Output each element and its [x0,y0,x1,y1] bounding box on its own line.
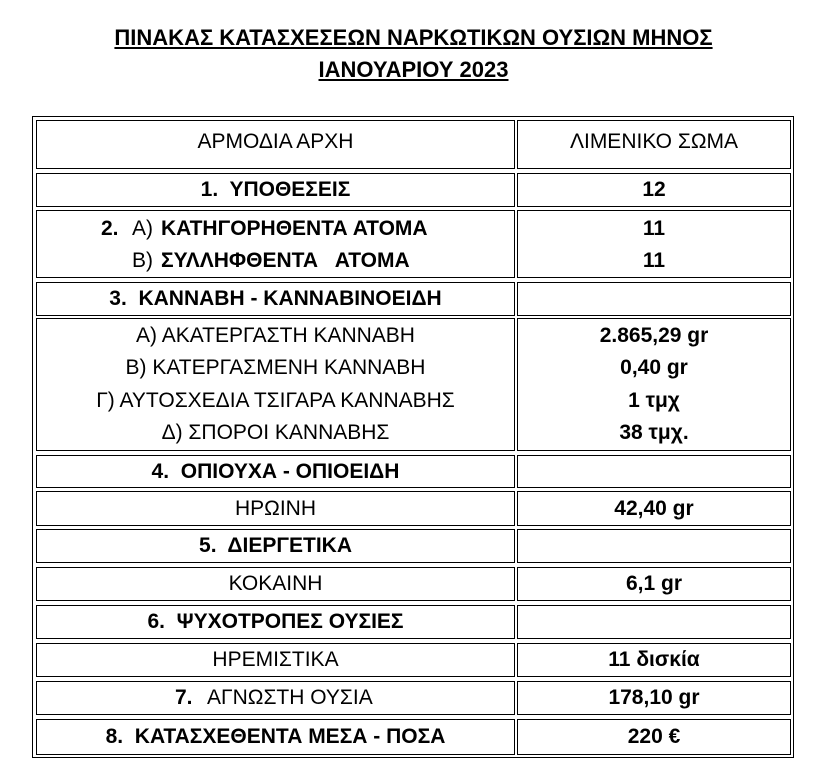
document-title-line-2: ΙΑΝΟΥΑΡΙΟΥ 2023 [318,57,509,82]
persons-b-prefix: Β) [132,249,153,272]
psychotropics-heading: 6. ΨΥΧΟΤΡΟΠΕΣ ΟΥΣΙΕΣ [147,610,404,633]
seized-means-value: 220 € [627,725,681,748]
header-coast-guard: ΛΙΜΕΝΙΚΟ ΣΩΜΑ [569,130,739,153]
cannabis-item-label: Γ) ΑΥΤΟΣΧΕΔΙΑ ΤΣΙΓΑΡΑ ΚΑΝΝΑΒΗΣ [96,389,455,412]
sedatives-label: ΗΡΕΜΙΣΤΙΚΑ [212,648,339,671]
row-seized-means-label-cell [36,719,515,755]
opioids-heading: 4. ΟΠΙΟΥΧΑ - ΟΠΙΟΕΙΔΗ [151,460,400,483]
row-cannabis-heading-value-cell [517,282,791,316]
heroin-label: ΗΡΩΙΝΗ [234,497,317,520]
row-cases-label-cell [36,173,515,207]
cannabis-item-label: Δ) ΣΠΟΡΟΙ ΚΑΝΝΑΒΗΣ [161,421,390,444]
header-body-cell [517,120,791,169]
cases-label: 1. ΥΠΟΘΕΣΕΙΣ [200,178,351,201]
row-opioids-heading-value-cell [517,455,791,488]
unknown-substance-value: 178,10 gr [608,686,700,709]
row-psychotropics-heading-cell [36,605,515,639]
header-authority-cell [36,120,515,169]
stimulants-heading: 5. ΔΙΕΡΓΕΤΙΚΑ [199,534,352,557]
cannabis-item-value: 1 τμχ [628,389,680,412]
persons-charged-label: ΚΑΤΗΓΟΡΗΘΕΝΤΑ ΑΤΟΜΑ [161,217,428,240]
cases-value: 12 [642,178,666,201]
row-cannabis-values-cell [517,318,791,451]
row-opioids-heading-cell [36,455,515,488]
heroin-value: 42,40 gr [614,497,694,520]
seized-means-label: 8. ΚΑΤΑΣΧΕΘΕΝΤΑ ΜΕΣΑ - ΠΟΣΑ [105,725,446,748]
persons-arrested-label: ΣΥΛΛΗΦΘΕΝΤΑ ΑΤΟΜΑ [161,249,410,272]
document-title-line-1: ΠΙΝΑΚΑΣ ΚΑΤΑΣΧΕΣΕΩΝ ΝΑΡΚΩΤΙΚΩΝ ΟΥΣΙΩΝ ΜΗΝΟΣ [114,25,713,50]
cannabis-item-value: 38 τμχ. [619,421,689,444]
cocaine-label: ΚΟΚΑΙΝΗ [228,572,323,595]
sedatives-value: 11 δισκία [608,648,700,671]
persons-charged-value: 11 [642,217,666,240]
row-stimulants-heading-cell [36,529,515,563]
row-cannabis-items-cell [36,318,515,451]
row-cocaine-value-cell [517,567,791,601]
row-sedatives-label-cell [36,643,515,677]
row-heroin-label-cell [36,491,515,526]
row-cocaine-label-cell [36,567,515,601]
persons-a-prefix: Α) [132,217,153,240]
persons-arrested-value: 11 [642,249,666,272]
cannabis-item-label: Β) ΚΑΤΕΡΓΑΣΜΕΝΗ ΚΑΝΝΑΒΗ [125,356,426,379]
cannabis-item-value: 2.865,29 gr [599,324,709,347]
cannabis-item-label: Α) ΑΚΑΤΕΡΓΑΣΤΗ ΚΑΝΝΑΒΗ [136,324,415,347]
row-unknown-label-cell [36,681,515,715]
row-cases-value-cell [517,173,791,207]
unknown-substance-label: ΑΓΝΩΣΤΗ ΟΥΣΙΑ [207,686,373,709]
row-heroin-value-cell [517,491,791,526]
row-seized-means-value-cell [517,719,791,755]
row-stimulants-heading-value-cell [517,529,791,563]
row-persons-value-cell [517,210,791,278]
persons-number: 2. [101,217,119,240]
cannabis-item-value: 0,40 gr [620,356,688,379]
row-psychotropics-heading-value-cell [517,605,791,639]
row-sedatives-value-cell [517,643,791,677]
unknown-number: 7. [175,686,193,709]
cannabis-heading: 3. ΚΑΝΝΑΒΗ - ΚΑΝΝΑΒΙΝΟΕΙΔΗ [109,287,442,310]
row-unknown-value-cell [517,681,791,715]
row-persons-label-cell [36,210,515,278]
row-cannabis-heading-cell [36,282,515,316]
header-authority: ΑΡΜΟΔΙΑ ΑΡΧΗ [197,130,354,153]
cocaine-value: 6,1 gr [625,572,683,595]
